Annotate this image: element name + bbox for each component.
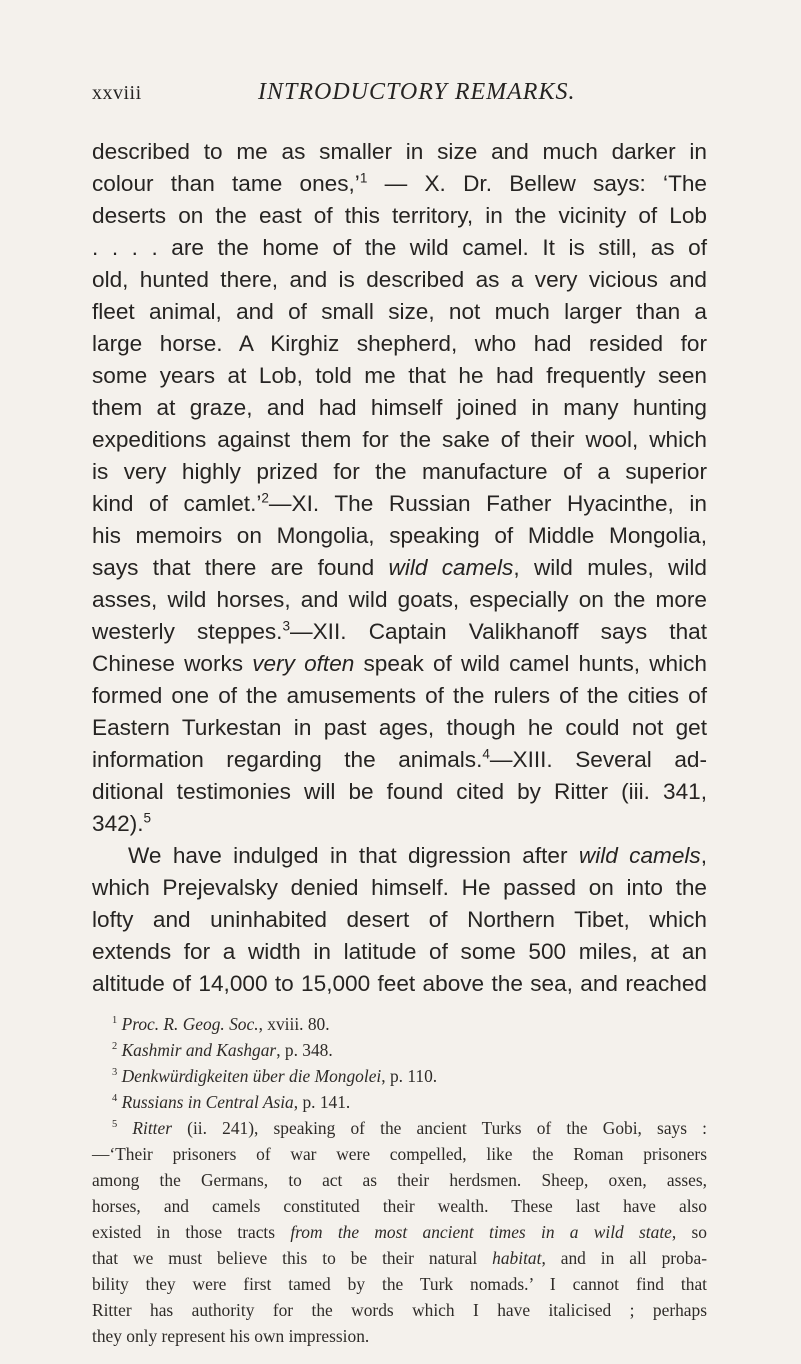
body-line: which Prejevalsky denied himself. He passed on into the — [92, 875, 707, 900]
page-number: xxviii — [92, 82, 142, 104]
body-line: says that there are found wild camels, wild mules, wild — [92, 555, 707, 580]
body-line: large horse. A Kirghiz shepherd, who had resided for — [92, 331, 707, 356]
running-head — [0, 79, 801, 112]
footnote-line: they only represent his own impression. — [92, 1326, 370, 1346]
body-line: fleet animal, and of small size, not much larger than a — [92, 299, 707, 324]
body-line: We have indulged in that digression after wild camels, — [128, 843, 707, 868]
body-line: . . . . are the home of the wild camel. It is still, as of — [92, 235, 707, 260]
footnote-line: Ritter has authority for the words which I have italicised ; perhaps — [92, 1300, 707, 1320]
body-line: asses, wild horses, and wild goats, especially on the more — [92, 587, 707, 612]
footnote-line: $^3$ Denkwürdigkeiten über die Mongolei, p. 110. — [112, 1066, 438, 1086]
footnote-line: $^2$ Kashmir and Kashgar, p. 348. — [112, 1040, 333, 1060]
body-line: colour than tame ones,’$^1$ — X. Dr. Bellew says: ‘The — [92, 170, 707, 196]
body-line: altitude of 14,000 to 15,000 feet above the sea, and reached — [92, 971, 707, 996]
body-line: information regarding the animals.$^4$—XIII. Several ad- — [92, 746, 707, 772]
footnote-line: $^1$ Proc. R. Geog. Soc., xviii. 80. — [112, 1014, 330, 1034]
body-line: lofty and uninhabited desert of Northern Tibet, which — [92, 907, 707, 932]
body-line: is very highly prized for the manufacture of a superior — [92, 459, 707, 484]
body-line: Eastern Turkestan in past ages, though he could not get — [92, 715, 707, 740]
body-line: described to me as smaller in size and much darker in — [92, 139, 707, 164]
body-line: expeditions against them for the sake of their wool, which — [92, 427, 707, 452]
body-line: his memoirs on Mongolia, speaking of Middle Mongolia, — [92, 523, 707, 548]
body-line: extends for a width in latitude of some 500 miles, at an — [92, 939, 707, 964]
body-line: 342).$^5$ — [92, 810, 152, 836]
footnote-line: $^5$ Ritter (ii. 241), speaking of the ancient Turks of the Gobi, says : — [112, 1118, 707, 1138]
body-line: westerly steppes.$^3$—XII. Captain Valikhanoff says that — [92, 618, 707, 644]
body-line: old, hunted there, and is described as a very vicious and — [92, 267, 707, 292]
body-line: some years at Lob, told me that he had frequently seen — [92, 363, 707, 388]
footnote-line: —‘Their prisoners of war were compelled, like the Roman prisoners — [92, 1144, 707, 1164]
running-title: INTRODUCTORY REMARKS. — [258, 79, 576, 105]
footnote-line: among the Germans, to act as their herdsmen. Sheep, oxen, asses, — [92, 1170, 707, 1190]
body-line: formed one of the amusements of the rulers of the cities of — [92, 683, 707, 708]
footnote-line: horses, and camels constituted their wealth. These last have also — [92, 1196, 707, 1216]
footnote-line: that we must believe this to be their natural habitat, and in all proba- — [92, 1248, 707, 1268]
body-line: Chinese works very often speak of wild camel hunts, which — [92, 651, 707, 676]
footnote-line: bility they were first tamed by the Turk nomads.’ I cannot find that — [92, 1274, 707, 1294]
footnote-line: $^4$ Russians in Central Asia, p. 141. — [112, 1092, 351, 1112]
body-line: deserts on the east of this territory, in the vicinity of Lob — [92, 203, 707, 228]
body-line: ditional testimonies will be found cited by Ritter (iii. 341, — [92, 779, 707, 804]
body-line: kind of camlet.’$^2$—XI. The Russian Father Hyacinthe, in — [92, 490, 707, 516]
body-line: them at graze, and had himself joined in many hunting — [92, 395, 707, 420]
footnote-line: existed in those tracts from the most ancient times in a wild state, so — [92, 1222, 707, 1242]
